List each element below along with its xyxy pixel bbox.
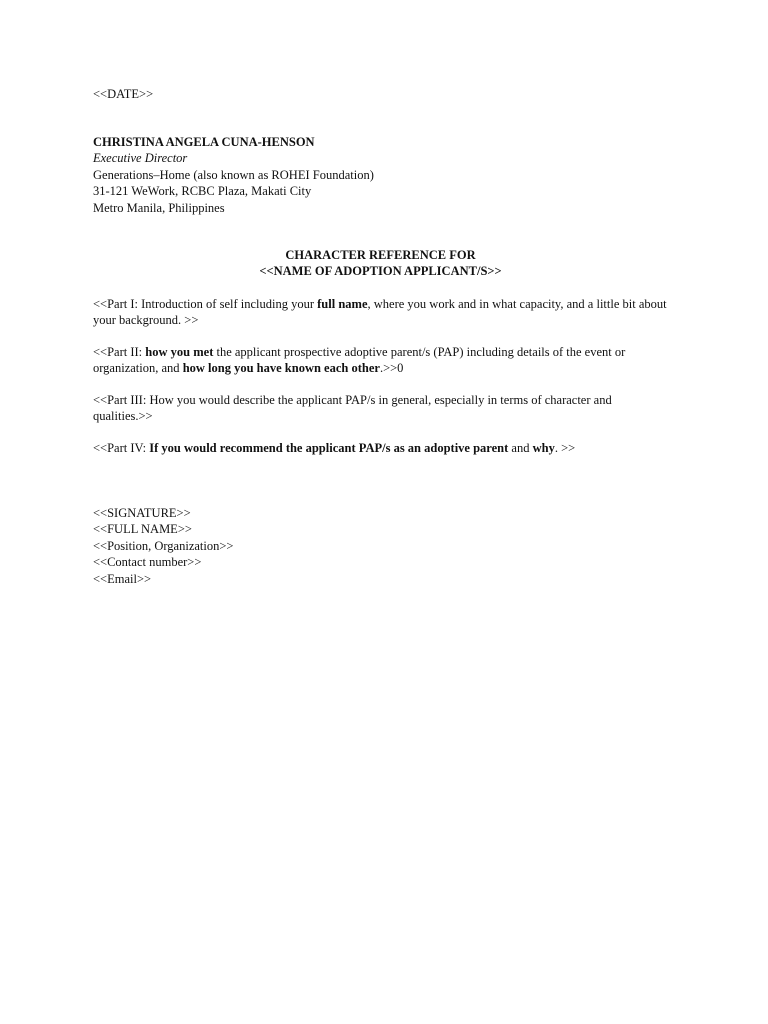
part4-text-a: <<Part IV: xyxy=(93,441,150,455)
date-line xyxy=(93,86,668,102)
part3-text: <<Part III: How you would describe the applicant PAP/s in general, especially in terms of character and qualities.>> xyxy=(93,393,612,424)
part2-text-a: <<Part II: xyxy=(93,345,146,359)
part4-paragraph xyxy=(93,440,668,456)
part2-text-bold1: how you met xyxy=(145,345,214,359)
part1-paragraph xyxy=(93,296,668,329)
recipient-name: CHRISTINA ANGELA CUNA-HENSON xyxy=(93,135,315,149)
part2-text-c: the applicant prospective adoptive parent/s (PAP) including details of the event or organization, and xyxy=(93,345,626,376)
part4-text-bold1: If you would recommend the applicant PAP/s as an adoptive parent xyxy=(149,441,509,455)
heading-line2: <<NAME OF ADOPTION APPLICANT/S>> xyxy=(259,264,502,279)
part1-text-a: <<Part I: Introduction of self including your xyxy=(93,297,318,311)
email-placeholder: <<Email>> xyxy=(93,571,152,586)
recipient-block xyxy=(93,134,668,216)
part4-text-c: and xyxy=(508,441,533,455)
recipient-address-line1: 31-121 WeWork, RCBC Plaza, Makati City xyxy=(93,184,312,199)
signature-block xyxy=(93,505,668,587)
part2-paragraph xyxy=(93,344,668,377)
part4-text-e: . >> xyxy=(554,441,576,455)
date-placeholder: <<DATE>> xyxy=(93,87,154,101)
recipient-organization: Generations–Home (also known as ROHEI Foundation) xyxy=(93,167,374,182)
recipient-title: Executive Director xyxy=(93,151,188,166)
heading-line1: CHARACTER REFERENCE FOR xyxy=(285,248,476,262)
part1-text-bold: full name xyxy=(317,297,368,311)
part3-paragraph xyxy=(93,392,668,425)
position-placeholder: <<Position, Organization>> xyxy=(93,538,234,553)
part1-text-c: , where you work and in what capacity, and a little bit about your background. >> xyxy=(93,297,667,328)
signature-placeholder: <<SIGNATURE>> xyxy=(93,506,191,520)
part4-text-bold2: why xyxy=(532,441,555,455)
full-name-placeholder: <<FULL NAME>> xyxy=(93,522,192,537)
document-heading xyxy=(93,247,668,280)
contact-placeholder: <<Contact number>> xyxy=(93,555,202,570)
part2-text-bold2: how long you have known each other xyxy=(182,361,380,376)
recipient-address-line2: Metro Manila, Philippines xyxy=(93,200,225,215)
part2-text-e: .>>0 xyxy=(379,361,404,376)
